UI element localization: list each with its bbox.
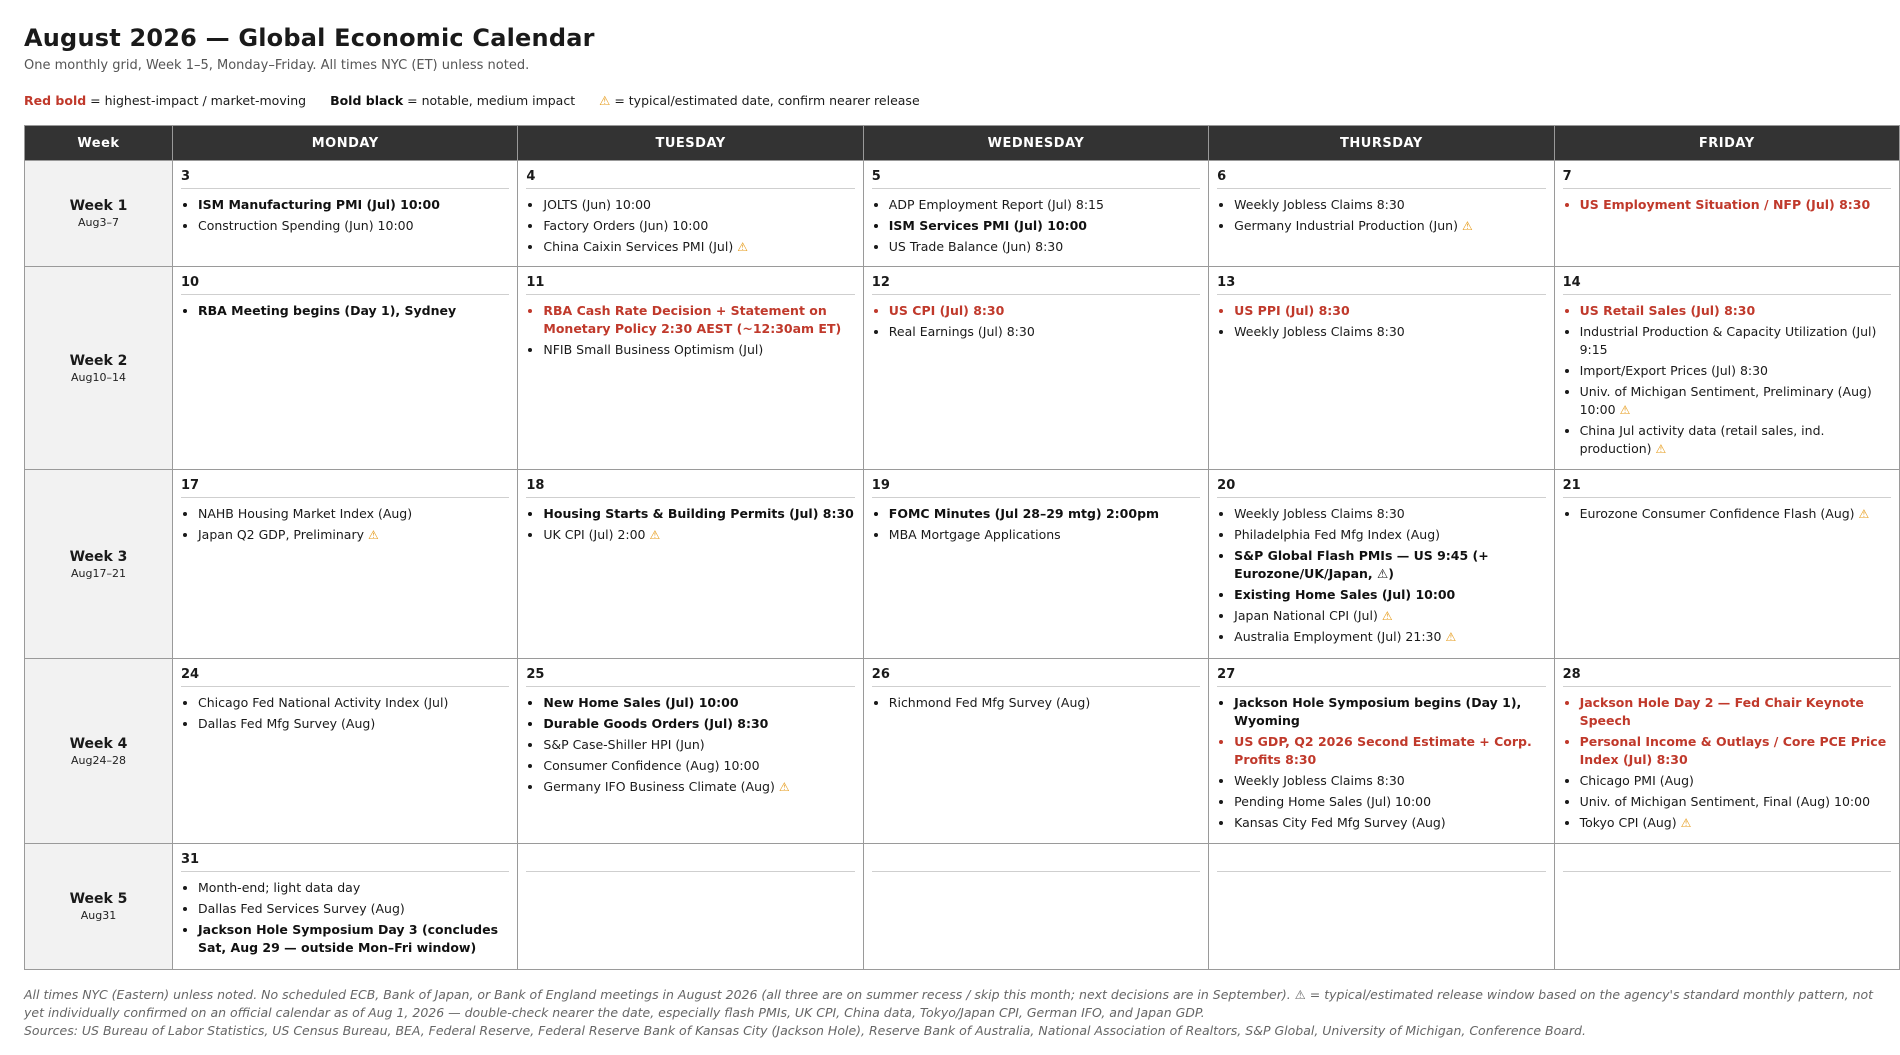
event-list [1217,302,1545,341]
week-label-cell [25,659,173,844]
event-item [1234,505,1545,523]
event-item [1234,694,1545,730]
event-text: Kansas City Fed Mfg Survey (Aug) [1234,815,1446,830]
day-cell [863,659,1208,844]
event-text: FOMC Minutes (Jul 28–29 mtg) 2:00pm [888,506,1160,521]
day-number: 10 [181,275,509,295]
day-cell [1209,267,1554,470]
event-text: MBA Mortgage Applications [888,527,1061,542]
event-list [526,196,854,256]
event-text: Jackson Hole Day 2 — Fed Chair Keynote Speech [1579,695,1864,728]
day-cell [518,470,863,659]
day-cell [863,161,1208,267]
legend [24,93,1876,108]
week-label: Week 2 [69,352,128,369]
legend-estimated [599,93,920,108]
event-item [889,196,1200,214]
day-number [1217,852,1545,872]
event-text: Jackson Hole Symposium begins (Day 1), Wyoming [1234,695,1522,728]
event-text: US Retail Sales (Jul) 8:30 [1579,303,1756,318]
week-row [25,161,1900,267]
week-label-cell [25,267,173,470]
event-item [889,526,1200,544]
event-text: Chicago Fed National Activity Index (Jul) [198,695,449,710]
warning-icon: ⚠ [367,528,379,542]
warning-icon: ⚠ [778,780,790,794]
day-number: 25 [526,667,854,687]
event-text: Germany IFO Business Climate (Aug) [543,779,775,794]
day-cell [173,659,518,844]
event-item [198,879,509,897]
week-label-cell [25,470,173,659]
day-number: 11 [526,275,854,295]
event-item [543,715,854,733]
week-label-cell [25,161,173,267]
event-text: Dallas Fed Services Survey (Aug) [198,901,405,916]
event-list [872,505,1200,544]
warning-icon: ⚠ [649,528,661,542]
event-list [181,302,509,320]
column-header-friday: FRIDAY [1554,126,1899,161]
day-number: 28 [1563,667,1891,687]
day-number: 21 [1563,478,1891,498]
event-text: US GDP, Q2 2026 Second Estimate + Corp. Profits 8:30 [1234,734,1532,767]
event-text: Eurozone Consumer Confidence Flash (Aug) [1579,506,1855,521]
day-cell [1554,161,1899,267]
event-text: Industrial Production & Capacity Utilization (Jul) 9:15 [1579,324,1877,357]
event-item [1234,526,1545,544]
legend-medium-impact [330,93,575,108]
day-cell [1209,659,1554,844]
event-item [198,217,509,235]
event-text: NAHB Housing Market Index (Aug) [198,506,413,521]
day-cell [1209,470,1554,659]
event-item [1580,196,1891,214]
event-text: S&P Case-Shiller HPI (Jun) [543,737,705,752]
event-text: ADP Employment Report (Jul) 8:15 [888,197,1104,212]
day-cell [518,161,863,267]
day-cell [1554,470,1899,659]
day-number: 17 [181,478,509,498]
day-number: 3 [181,169,509,189]
event-text: Germany Industrial Production (Jun) [1234,218,1458,233]
event-item [1234,793,1545,811]
event-text: Pending Home Sales (Jul) 10:00 [1234,794,1432,809]
day-number: 7 [1563,169,1891,189]
day-number: 31 [181,852,509,872]
event-list [1217,694,1545,832]
legend-bold-desc: = notable, medium impact [403,93,576,108]
event-text: Construction Spending (Jun) 10:00 [198,218,414,233]
event-text: JOLTS (Jun) 10:00 [543,197,651,212]
event-item [1580,733,1891,769]
event-item [1234,607,1545,625]
day-cell [863,267,1208,470]
event-item [198,302,509,320]
day-cell [173,470,518,659]
event-item [543,302,854,338]
warning-icon: ⚠ [1445,630,1457,644]
event-item [1580,772,1891,790]
event-item [1580,422,1891,458]
event-text: Richmond Fed Mfg Survey (Aug) [888,695,1091,710]
day-number: 19 [872,478,1200,498]
warning-icon: ⚠ [737,240,748,254]
event-text: ISM Manufacturing PMI (Jul) 10:00 [198,197,440,212]
event-item [198,921,509,957]
warning-icon: ⚠ [1680,816,1692,830]
event-text: Australia Employment (Jul) 21:30 [1234,629,1442,644]
column-header-monday: MONDAY [173,126,518,161]
event-item [1580,383,1891,419]
day-number [1563,852,1891,872]
event-item [1234,323,1545,341]
event-text: Tokyo CPI (Aug) [1579,815,1677,830]
legend-warn-desc: = typical/estimated date, confirm nearer release [610,93,920,108]
event-item [1580,694,1891,730]
day-number: 4 [526,169,854,189]
warning-icon: ⚠ [599,93,611,108]
day-number: 6 [1217,169,1545,189]
event-item [543,505,854,523]
event-item [1580,302,1891,320]
event-list [181,196,509,235]
event-text: Univ. of Michigan Sentiment, Preliminary (Aug) 10:00 [1579,384,1872,417]
event-text: UK CPI (Jul) 2:00 [543,527,646,542]
week-date-range: Aug31 [80,909,117,922]
week-row [25,659,1900,844]
event-item [1580,362,1891,380]
calendar-header-row [25,126,1900,161]
event-text: RBA Cash Rate Decision + Statement on Monetary Policy 2:30 AEST (~12:30am ET) [543,303,842,336]
event-text: Univ. of Michigan Sentiment, Final (Aug) 10:00 [1579,794,1871,809]
event-list [526,505,854,544]
event-text: Philadelphia Fed Mfg Index (Aug) [1234,527,1441,542]
day-cell [1554,659,1899,844]
page-subtitle: One monthly grid, Week 1–5, Monday–Friday. All times NYC (ET) unless noted. [24,58,530,73]
event-list [526,302,854,359]
day-cell [1554,844,1899,970]
event-text: Month-end; light data day [198,880,361,895]
event-text: Weekly Jobless Claims 8:30 [1234,773,1405,788]
event-list [181,879,509,957]
event-text: US Trade Balance (Jun) 8:30 [888,239,1064,254]
day-cell [173,161,518,267]
event-text: NFIB Small Business Optimism (Jul) [543,342,764,357]
event-item [889,238,1200,256]
event-item [198,505,509,523]
event-item [543,341,854,359]
day-cell [1554,267,1899,470]
legend-red-key: Red bold [24,93,87,108]
event-text: Chicago PMI (Aug) [1579,773,1694,788]
footer-sources: Sources: US Bureau of Labor Statistics, US Census Bureau, BEA, Federal Reserve, Federal Reserve Bank of Kansas City (Jackson Hole), Reserve Bank of Australia, National Association of Realtors, S&P Global, University of Michigan, Conference Board. [24,1023,1586,1038]
event-text: Durable Goods Orders (Jul) 8:30 [543,716,769,731]
event-list [1563,196,1891,214]
event-list [181,694,509,733]
warning-icon: ⚠ [1381,609,1393,623]
event-text: Import/Export Prices (Jul) 8:30 [1579,363,1769,378]
warning-icon: ⚠ [1461,219,1473,233]
event-text: Japan National CPI (Jul) [1234,608,1378,623]
event-text: Personal Income & Outlays / Core PCE Price Index (Jul) 8:30 [1579,734,1887,767]
event-text: China Caixin Services PMI (Jul) [543,239,734,254]
column-header-wednesday: WEDNESDAY [863,126,1208,161]
event-item [889,694,1200,712]
week-label: Week 1 [69,198,128,214]
day-cell [863,470,1208,659]
event-item [1580,323,1891,359]
event-item [1580,793,1891,811]
event-text: S&P Global Flash PMIs — US 9:45 (+ Eurozone/UK/Japan, ⚠) [1234,548,1489,581]
event-item [543,526,854,544]
day-cell [518,844,863,970]
event-item [543,217,854,235]
event-text: Weekly Jobless Claims 8:30 [1234,197,1405,212]
day-number: 14 [1563,275,1891,295]
event-item [1234,302,1545,320]
event-text: Weekly Jobless Claims 8:30 [1234,506,1405,521]
day-number: 5 [872,169,1200,189]
event-item [198,694,509,712]
event-text: New Home Sales (Jul) 10:00 [543,695,739,710]
week-date-range: Aug3–7 [78,216,119,229]
event-item [1234,196,1545,214]
warning-icon: ⚠ [1655,442,1667,456]
week-row [25,267,1900,470]
event-list [1217,505,1545,646]
event-item [1234,814,1545,832]
event-text: Consumer Confidence (Aug) 10:00 [543,758,760,773]
event-text: Dallas Fed Mfg Survey (Aug) [198,716,376,731]
event-list [872,694,1200,712]
event-item [543,778,854,796]
event-item [198,196,509,214]
week-date-range: Aug24–28 [71,753,126,767]
column-header-thursday: THURSDAY [1209,126,1554,161]
event-item [1234,217,1545,235]
page-title: August 2026 — Global Economic Calendar [24,24,595,52]
event-item [1234,772,1545,790]
event-item [543,694,854,712]
day-number: 20 [1217,478,1545,498]
column-header-tuesday: TUESDAY [518,126,863,161]
event-text: RBA Meeting begins (Day 1), Sydney [198,303,457,318]
event-item [543,757,854,775]
event-item [889,323,1200,341]
event-item [889,217,1200,235]
event-text: US PPI (Jul) 8:30 [1234,303,1350,318]
day-cell [518,267,863,470]
event-item [198,715,509,733]
event-item [1234,547,1545,583]
week-row [25,470,1900,659]
event-item [543,238,854,256]
event-text: ISM Services PMI (Jul) 10:00 [888,218,1087,233]
week-date-range: Aug17–21 [71,566,126,580]
day-cell [863,844,1208,970]
event-item [1234,733,1545,769]
event-list [1217,196,1545,235]
event-text: US CPI (Jul) 8:30 [888,303,1005,318]
week-date-range: Aug10–14 [71,370,126,384]
day-cell [173,267,518,470]
day-cell [1209,844,1554,970]
event-list [1563,302,1891,458]
warning-icon: ⚠ [1619,403,1631,417]
warning-icon: ⚠ [1858,507,1870,521]
event-item [543,736,854,754]
event-list [872,196,1200,256]
event-list [1563,505,1891,523]
day-number: 18 [526,478,854,498]
day-number: 27 [1217,667,1545,687]
event-text: Weekly Jobless Claims 8:30 [1234,324,1405,339]
day-number [526,852,854,872]
event-list [872,302,1200,341]
week-label: Week 5 [69,891,128,907]
event-item [1234,628,1545,646]
event-list [526,694,854,796]
legend-bold-key: Bold black [330,93,404,108]
event-text: Japan Q2 GDP, Preliminary [198,527,364,542]
event-item [1580,814,1891,832]
event-item [198,900,509,918]
event-text: Real Earnings (Jul) 8:30 [888,324,1035,339]
week-label-cell [25,844,173,970]
calendar-body [25,161,1900,970]
event-text: Factory Orders (Jun) 10:00 [543,218,709,233]
day-number: 12 [872,275,1200,295]
day-number: 13 [1217,275,1545,295]
event-list [1563,694,1891,832]
calendar-grid [24,125,1900,970]
week-label: Week 3 [69,548,128,565]
day-cell [1209,161,1554,267]
day-number: 24 [181,667,509,687]
event-text: US Employment Situation / NFP (Jul) 8:30 [1579,197,1871,212]
event-item [198,526,509,544]
event-item [1234,586,1545,604]
column-header-week: Week [25,126,173,161]
event-text: Existing Home Sales (Jul) 10:00 [1234,587,1456,602]
day-cell [173,844,518,970]
day-cell [518,659,863,844]
event-item [1580,505,1891,523]
event-item [889,505,1200,523]
event-text: China Jul activity data (retail sales, ind. production) [1579,423,1825,456]
day-number: 26 [872,667,1200,687]
event-text: Jackson Hole Symposium Day 3 (concludes Sat, Aug 29 — outside Mon–Fri window) [198,922,499,955]
week-label: Week 4 [69,735,128,752]
legend-high-impact [24,93,306,108]
footer-notes [24,986,1876,1040]
event-item [889,302,1200,320]
event-item [543,196,854,214]
footer-note: All times NYC (Eastern) unless noted. No scheduled ECB, Bank of Japan, or Bank of England meetings in August 2026 (all three are on summer recess / skip this month; next decisions are in September). ⚠ = typical/estimated release window based on the agency's standard monthly pattern, not yet individually confirmed on an official calendar as of Aug 1, 2026 — double-check nearer the date, especially flash PMIs, UK CPI, China data, Tokyo/Japan CPI, German IFO, and Japan GDP. [24,987,1874,1020]
day-number [872,852,1200,872]
legend-red-desc: = highest-impact / market-moving [86,93,307,108]
week-row [25,844,1900,970]
event-list [181,505,509,544]
event-text: Housing Starts & Building Permits (Jul) 8:30 [543,506,854,521]
